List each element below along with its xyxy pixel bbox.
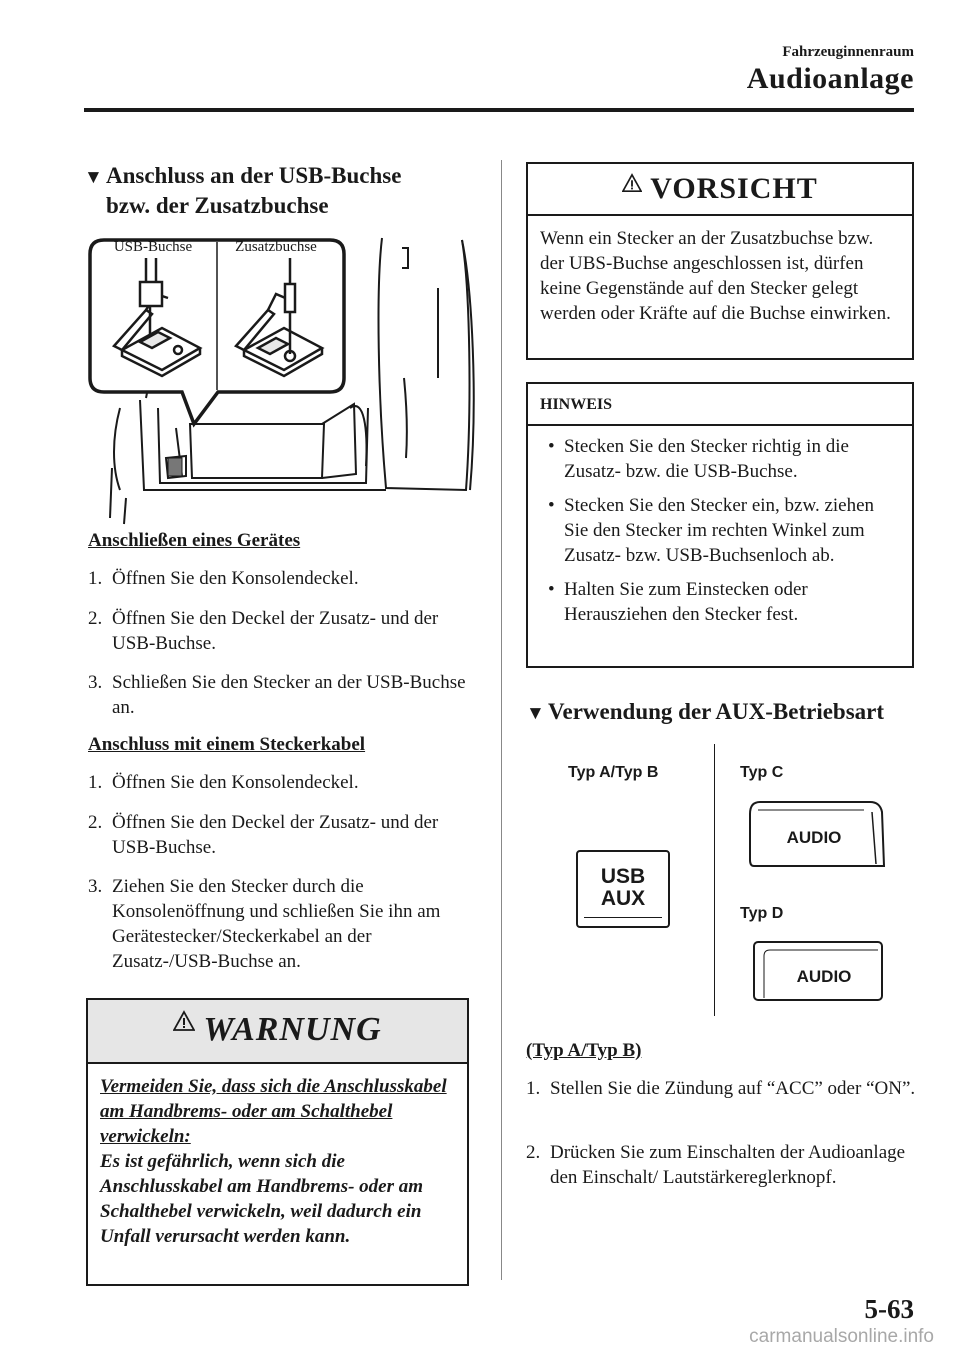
subheading-connect-device: Anschließen eines Gerätes — [88, 530, 301, 551]
section-heading-aux: ▼ Verwendung der AUX-Betriebsart — [526, 698, 926, 728]
header-rule — [84, 108, 914, 112]
type-c-label: Typ C — [740, 764, 784, 781]
usb-aux-button: USB AUX — [576, 850, 670, 928]
step-item: 1. Öffnen Sie den Konsolendeckel. — [88, 568, 359, 589]
warning-box — [86, 998, 469, 1286]
warning-title: WARNUNG — [203, 1011, 382, 1048]
figure-divider — [714, 744, 715, 1016]
list-item: • Stecken Sie den Stecker ein, bzw. ziehen Sie den Stecker im rechten Winkel zum Zusatz- bzw. USB-Buchsenloch ab. — [540, 493, 902, 568]
chapter-title: Fahrzeuginnenraum — [782, 44, 914, 60]
audio-button-type-d — [752, 940, 886, 1004]
triangle-marker-icon: ▼ — [84, 167, 103, 188]
caution-box — [526, 162, 914, 360]
audio-button-type-c — [748, 800, 888, 870]
type-d-label: Typ D — [740, 905, 784, 922]
list-item: • Halten Sie zum Einstecken oder Herausziehen den Stecker fest. — [540, 577, 902, 627]
step-item: 1. Stellen Sie die Zündung auf “ACC” oder “ON”. — [526, 1078, 916, 1099]
warning-triangle-icon — [173, 1010, 195, 1032]
warning-header — [88, 1000, 467, 1064]
usb-socket-label: USB-Buchse — [113, 239, 193, 255]
note-list — [528, 426, 912, 646]
warning-body: Vermeiden Sie, dass sich die Anschlusskabel am Handbrems- oder am Schalthebel verwickeln: Es ist gefährlich, wenn sich die Anschlusskabel am Handbrems- oder am Schalthebel verwickeln, weil dadurch ein Unfall verursacht werden kann. — [100, 1076, 447, 1247]
caution-title: VORSICHT — [650, 172, 818, 205]
list-item: • Stecken Sie den Stecker richtig in die Zusatz- bzw. die USB-Buchse. — [540, 434, 902, 484]
triangle-marker-icon: ▼ — [526, 703, 545, 724]
svg-text:AUDIO: AUDIO — [796, 967, 852, 986]
step-item: 2. Öffnen Sie den Deckel der Zusatz- und der USB-Buchse. — [88, 812, 439, 858]
step-item: 3. Ziehen Sie den Stecker durch die Konsolenöffnung und schließen Sie ihn am Gerätestecker/Steckerkabel an der Zusatz-/USB-Buchse an. — [88, 876, 441, 972]
aux-socket-label: Zusatzbuchse — [235, 239, 317, 255]
step-item: 2. Drücken Sie zum Einschalten der Audioanlage den Einschalt/ Lautstärkereglerknopf. — [526, 1142, 906, 1188]
note-box — [526, 382, 914, 668]
page-title: Audioanlage — [746, 62, 914, 95]
section-heading-usb: ▼ Anschluss an der USB-Buchse bzw. der Zusatzbuchse — [84, 163, 402, 218]
caution-text: Wenn ein Stecker an der Zusatzbuchse bzw. der UBS-Buchse angeschlossen ist, dürfen keine Gegenstände auf den Stecker gelegt werden oder Kräfte auf die Buchse einwirken. — [540, 228, 891, 324]
caution-header — [528, 164, 912, 216]
svg-text:AUDIO: AUDIO — [786, 828, 842, 847]
console-sockets-illustration — [86, 228, 482, 528]
column-divider — [501, 160, 502, 1280]
step-item: 1. Öffnen Sie den Konsolendeckel. — [88, 772, 359, 793]
watermark: carmanualsonline.info — [749, 1326, 934, 1347]
note-title: HINWEIS — [528, 384, 912, 426]
type-ab-label: Typ A/Typ B — [568, 764, 659, 781]
caution-triangle-icon — [622, 173, 642, 193]
subheading-cable-connection: Anschluss mit einem Steckerkabel — [88, 734, 366, 755]
step-item: 3. Schließen Sie den Stecker an der USB-Buchse an. — [88, 672, 466, 718]
subheading-type-ab: (Typ A/Typ B) — [526, 1040, 642, 1061]
step-item: 2. Öffnen Sie den Deckel der Zusatz- und der USB-Buchse. — [88, 608, 439, 654]
page-number: 5-63 — [864, 1294, 914, 1324]
